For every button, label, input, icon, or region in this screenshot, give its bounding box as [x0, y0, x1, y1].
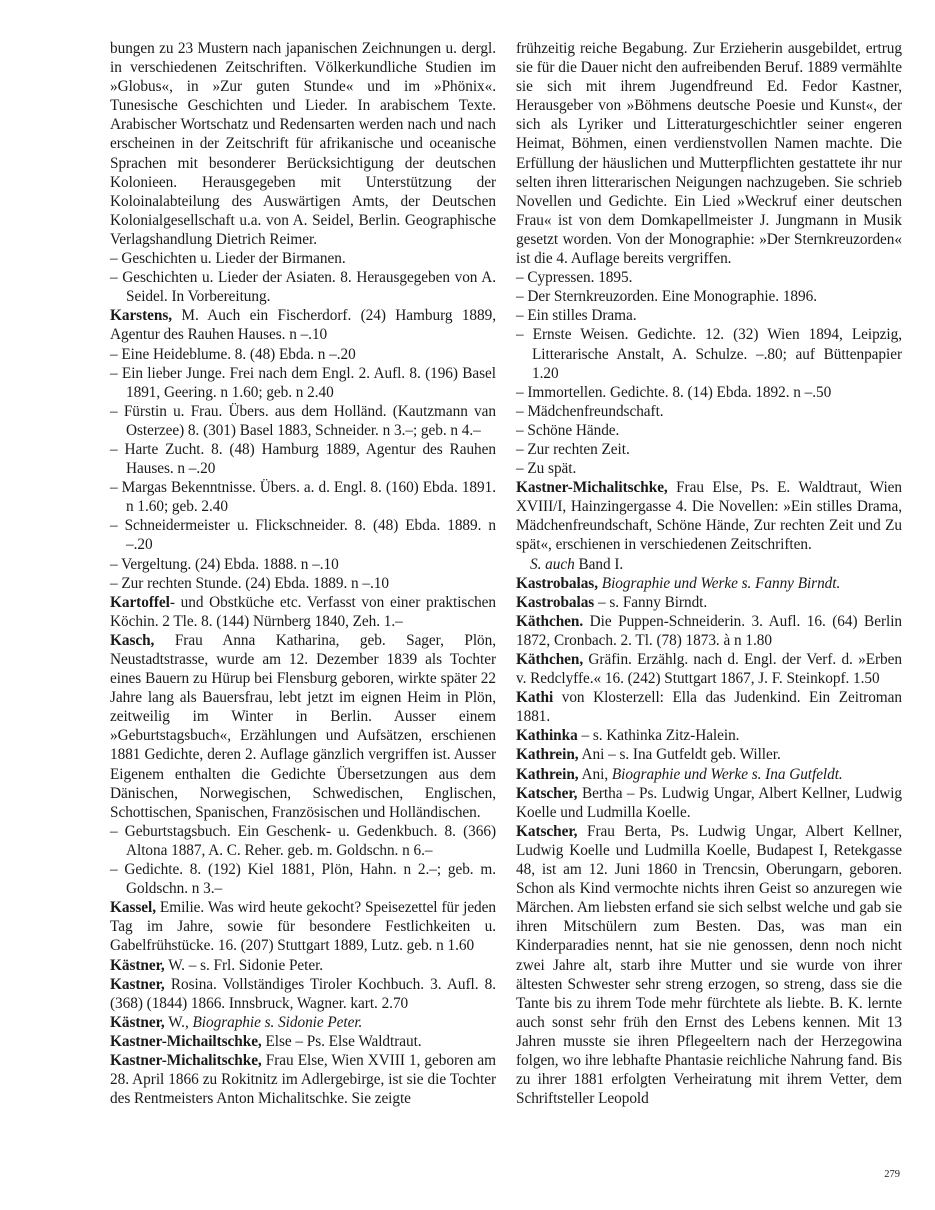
dictionary-entry — [110, 631, 496, 822]
entry-text: – Geschichten u. Lieder der Asiaten. 8. Herausgegeben von A. Seidel. In Vorbereitung. — [110, 269, 496, 306]
entry-text: – Schöne Hände. — [516, 421, 620, 439]
dictionary-entry — [516, 765, 902, 784]
entry-text: – Zu spät. — [516, 460, 577, 478]
entry-headword: Kathrein, — [516, 746, 579, 764]
work-listing — [110, 402, 496, 440]
entry-italic-reference: S. auch — [530, 555, 575, 573]
entry-text: – Ein lieber Junge. Frei nach dem Engl. 2. Aufl. 8. (196) Basel 1891, Geering. n 1.60; geb. n 2.40 — [110, 364, 496, 401]
entry-text: – Harte Zucht. 8. (48) Hamburg 1889, Agentur des Rauhen Hauses. n –.20 — [110, 440, 496, 478]
dictionary-entry — [110, 1051, 496, 1108]
work-listing — [110, 478, 496, 516]
entry-text: Rosina. Vollständiges Tiroler Kochbuch. 3. Aufl. 8. (368) (1844) 1866. Innsbruck, Wagner. kart. 2.70 — [110, 975, 496, 1012]
entry-text: W., — [164, 1013, 193, 1031]
entry-headword: Kartoffel — [110, 593, 170, 611]
entry-text: Frau Anna Katharina, geb. Sager, Plön, Neustadtstrasse, wurde am 12. Dezember 1839 als Tochter eines Bauern zu Hürup bei Flensburg geboren, wirkte später 22 Jahre lang als Bauersfrau, lebt jetzt im eignen Heim in Plön, zeitweilig im Winter in Berlin. Ausser einem »Geburtstagsbuch«, Erzählungen und Aufsätzen, erschienen 1881 Gedichte, deren 2. Auflage gänzlich vergriffen ist. Ausser Eigenem enthalten die Gedichte Übersetzungen aus dem Dänischen, Norwegischen, Schwedischen, Englischen, Schottischen, Spanischen, Französischen und Holländischen. — [110, 631, 496, 821]
entry-headword: Kastner, — [110, 975, 165, 993]
entry-headword: Kassel, — [110, 899, 156, 917]
entry-headword: Kästner, — [110, 956, 165, 974]
entry-text: Emilie. Was wird heute gekocht? Speisezettel für jeden Tag im Jahre, sowie für besondere Festlichkeiten u. Gabelfrühstücke. 16. (207) Stuttgart 1889, Lutz. geb. n 1.60 — [110, 899, 496, 955]
work-listing — [110, 822, 496, 860]
entry-text: – Fürstin u. Frau. Übers. aus dem Holländ. (Kautzmann van Osterzee) 8. (301) Basel 1883, Schneider. n 3.–; geb. n 4.– — [110, 402, 496, 439]
entry-headword: Kasch, — [110, 631, 155, 649]
entry-text: – Geburtstagsbuch. Ein Geschenk- u. Gedenkbuch. 8. (366) Altona 1887, A. C. Reher. geb. m. Goldschn. n 6.– — [110, 822, 496, 859]
entry-italic-reference: Biographie und Werke s. Ina Gutfeldt. — [611, 765, 843, 783]
entry-headword: Kästner, — [110, 1013, 165, 1031]
entry-text: – Geschichten u. Lieder der Birmanen. — [110, 250, 346, 268]
entry-text: Frau Else, Wien XVIII 1, geboren am 28. April 1866 zu Rokitnitz im Adlergebirge, ist sie die Tochter des Rentmeisters Anton Michalitschke. Sie zeigte — [110, 1051, 496, 1108]
entry-text: – Schneidermeister u. Flickschneider. 8. (48) Ebda. 1889. n –.20 — [110, 517, 496, 554]
dictionary-entry — [516, 593, 902, 612]
entry-headword: Karstens, — [110, 307, 173, 325]
left-column — [110, 39, 496, 1108]
entry-italic-reference: Biographie s. Sidonie Peter. — [192, 1013, 363, 1031]
work-listing — [110, 574, 496, 593]
dictionary-entry — [516, 478, 902, 554]
work-listing — [516, 268, 902, 287]
entry-text-tail: Band I. — [574, 555, 624, 573]
dictionary-entry — [516, 574, 902, 593]
dictionary-entry — [110, 1032, 496, 1051]
work-listing — [110, 440, 496, 478]
dictionary-entry — [516, 650, 902, 688]
entry-headword: Käthchen, — [516, 651, 584, 668]
entry-text: M. Auch ein Fischerdorf. (24) Hamburg 1889, Agentur des Rauhen Hauses. n –.10 — [110, 307, 496, 344]
entry-text: – s. Kathinka Zitz-Halein. — [577, 727, 740, 745]
entry-text: – Margas Bekenntnisse. Übers. a. d. Engl. 8. (160) Ebda. 1891. n 1.60; geb. 2.40 — [110, 479, 496, 516]
work-listing — [516, 459, 902, 478]
work-listing — [110, 516, 496, 554]
continued-text — [516, 39, 902, 268]
entry-text: Bertha – Ps. Ludwig Ungar, Albert Kellner, Ludwig Koelle und Ludmilla Koelle. — [516, 784, 902, 821]
entry-text: – Eine Heideblume. 8. (48) Ebda. n –.20 — [110, 345, 356, 363]
entry-headword: Kastner-Michailtschke, — [110, 1032, 262, 1050]
entry-text: Else – Ps. Else Waldtraut. — [261, 1032, 422, 1050]
entry-text: bungen zu 23 Mustern nach japanischen Zeichnungen u. dergl. in verschiedenen Zeitschriften. Völkerkundliche Studien im »Globus«, in »Zur guten Stunde« und im »Phönix«. Tunesische Geschichten und Lieder. In arabischem Texte. Arabischer Wortschatz und Redensarten werden nach und nach erscheinen in der Zeitschrift für afrikanische und oceanische Sprachen mit besonderer Berücksichtigung der deutschen Kolonieen. Herausgegeben mit Unterstützung der Koloinalabteilung des Auswärtigen Amts, der Deutschen Kolonialgesellschaft u.a. von A. Seidel, Berlin. Geographische Verlagshandlung Dietrich Reimer. — [110, 40, 496, 248]
work-listing — [516, 325, 902, 382]
entry-text: – Mädchenfreundschaft. — [516, 402, 664, 420]
entry-headword: Katscher, — [516, 784, 578, 802]
entry-text: – Cypressen. 1895. — [516, 269, 633, 287]
entry-text: Ani, — [578, 765, 612, 783]
work-listing — [516, 287, 902, 306]
entry-text: – Gedichte. 8. (192) Kiel 1881, Plön, Hahn. n 2.–; geb. m. Goldschn. n 3.– — [110, 861, 496, 898]
entry-text: – Zur rechten Zeit. — [516, 440, 630, 458]
entry-text: Frau Berta, Ps. Ludwig Ungar, Albert Kellner, Ludwig Koelle und Ludmilla Koelle, Budapest I, Retekgasse 48, ist am 12. Juni 1860 in Trencsin, Oberungarn, geboren. Schon als Kind vermochte nichts ihren Geist so anzuregen wie Märchen. Am liebsten erfand sie sich selbst welche und gab sie ihren Mitschülern zum Besten. Das, was man ein Kinderparadies nennt, hat sie nie genossen, denn noch nicht zwei Jahre alt, starb ihre Mutter und sie wurde von ihrer ältesten Schwester sehr streng erzogen, so streng, dass sie die Tante bis zu ihrem Tode mehr fürchtete als liebte. B. K. lernte auch sonst sehr früh den Ernst des Lebens kennen. Mit 13 Jahren musste sie ihren Pflegeeltern nach der Herzegowina folgen, wo ihre lebhafte Phantasie reichliche Nahrung fand. Bis zu ihrer 1881 erfolgten Verheiratung mit ihrem Vetter, dem Schriftsteller Leopold — [516, 822, 902, 1108]
entry-headword: Kathrein, — [516, 765, 579, 783]
dictionary-entry — [110, 306, 496, 344]
entry-text: – Immortellen. Gedichte. 8. (14) Ebda. 1892. n –.50 — [516, 383, 832, 401]
work-listing — [110, 249, 496, 268]
dictionary-entry — [516, 784, 902, 822]
entry-text: – Ein stilles Drama. — [516, 307, 637, 325]
entry-headword: Kastner-Michalitschke, — [516, 479, 668, 497]
entry-text: – Vergeltung. (24) Ebda. 1888. n –.10 — [110, 555, 339, 573]
entry-headword: Kathi — [516, 689, 554, 707]
dictionary-entry — [110, 593, 496, 631]
entry-headword: Kastrobalas, — [516, 574, 598, 592]
dictionary-entry — [110, 956, 496, 975]
right-column — [516, 39, 902, 1108]
entry-headword: Kastner-Michalitschke, — [110, 1051, 262, 1069]
work-listing — [110, 345, 496, 364]
entry-text: – Zur rechten Stunde. (24) Ebda. 1889. n –.10 — [110, 574, 389, 592]
entry-headword: Kastrobalas — [516, 593, 595, 611]
work-listing — [110, 555, 496, 574]
work-listing — [110, 860, 496, 898]
work-listing — [516, 402, 902, 421]
dictionary-entry — [516, 822, 902, 1108]
entry-text: W. – s. Frl. Sidonie Peter. — [164, 956, 324, 974]
entry-text: von Klosterzell: Ella das Judenkind. Ein Zeitroman 1881. — [516, 689, 902, 726]
dictionary-entry — [516, 726, 902, 745]
dictionary-entry — [516, 688, 902, 726]
dictionary-entry — [110, 898, 496, 955]
entry-text: – Der Sternkreuzorden. Eine Monographie. 1896. — [516, 288, 818, 306]
entry-italic-reference: Biographie und Werke s. Fanny Birndt. — [601, 574, 841, 592]
entry-text: Ani – s. Ina Gutfeldt geb. Willer. — [578, 746, 781, 764]
entry-headword: Käthchen. — [516, 612, 584, 630]
entry-text: Die Puppen-Schneiderin. 3. Aufl. 16. (64) Berlin 1872, Cronbach. 2. Tl. (78) 1873. à n 1.80 — [516, 612, 902, 649]
dictionary-entry — [516, 612, 902, 650]
entry-text: – Ernste Weisen. Gedichte. 12. (32) Wien 1894, Leipzig, Litterarische Anstalt, A. Schulze. –.80; auf Büttenpapier 1.20 — [516, 326, 902, 382]
work-listing — [516, 421, 902, 440]
work-listing — [516, 383, 902, 402]
dictionary-entry — [110, 975, 496, 1013]
entry-headword: Kathinka — [516, 727, 578, 745]
work-listing — [516, 306, 902, 325]
dictionary-entry — [516, 745, 902, 764]
dictionary-entry — [516, 555, 902, 574]
entry-text: frühzeitig reiche Begabung. Zur Erzieherin ausgebildet, ertrug sie für die Dauer nicht den aufreibenden Beruf. 1889 vermählte sie sich mit ihrem Jugendfreund Ed. Fedor Kastner, Herausgeber von »Böhmens deutsche Poesie und Kunst«, der sich als Lyriker und Litteraturgeschichtler seiner engeren Heimat, Böhmen, einen verdienstvollen Namen machte. Die Erfüllung der häuslichen und Mutterpflichten gestattete ihr nur selten ihren litterarischen Neigungen nachzugeben. Sie schrieb Novellen und Gedichte. Ein Lied »Weckruf einer deutschen Frau« ist von dem Domkapellmeister J. Jungmann in Musik gesetzt worden. Von der Monographie: »Der Sternkreuzorden« ist die 4. Auflage bereits vergriffen. — [516, 40, 902, 268]
page-number: 279 — [884, 1169, 900, 1180]
entry-text: - und Obstküche etc. Verfasst von einer praktischen Köchin. 2 Tle. 8. (144) Nürnberg 1840, Zeh. 1.– — [110, 593, 496, 630]
entry-text: Gräfin. Erzählg. nach d. Engl. der Verf. d. »Erben v. Redclyffe.« 16. (242) Stuttgart 1867, J. F. Steinkopf. 1.50 — [516, 651, 902, 688]
work-listing — [110, 364, 496, 402]
work-listing — [110, 268, 496, 306]
entry-headword: Katscher, — [516, 822, 578, 840]
continued-text — [110, 39, 496, 249]
dictionary-entry — [110, 1013, 496, 1032]
entry-text: Frau Else, Ps. E. Waldtraut, Wien XVIII/I, Hainzingergasse 4. Die Novellen: »Ein stilles Drama, Mädchenfreundschaft, Schöne Hände, Zur rechten Zeit und Zu spät«, erschienen in verschiedenen Zeitschriften. — [516, 479, 902, 554]
work-listing — [516, 440, 902, 459]
entry-text: – s. Fanny Birndt. — [594, 593, 708, 611]
